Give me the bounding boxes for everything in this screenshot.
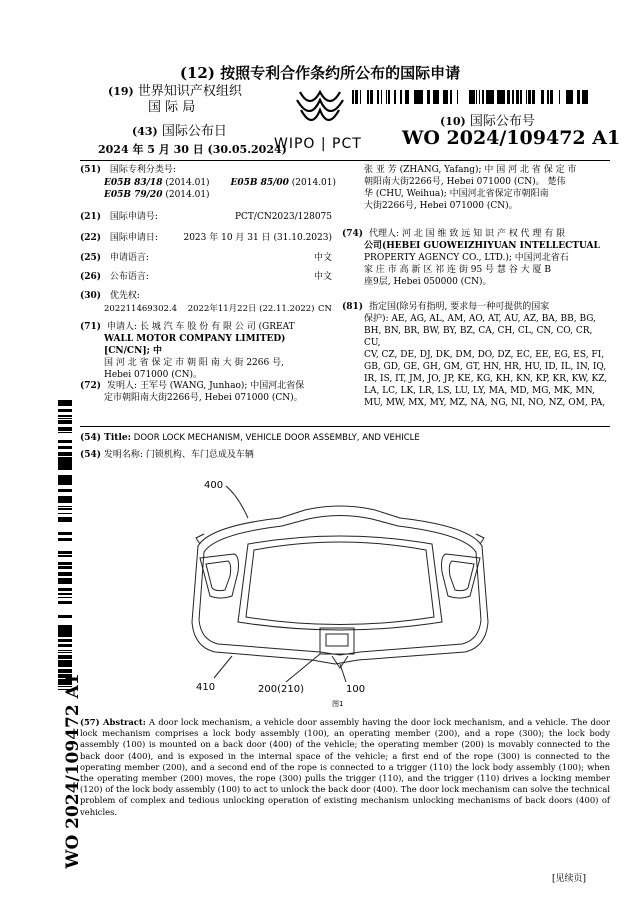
barcode-bar [405, 90, 407, 104]
barcode-bar [58, 580, 72, 581]
barcode-bar [58, 411, 72, 412]
title-en [80, 432, 610, 444]
field-72-code: (72) [80, 381, 102, 391]
barcode-bar [58, 578, 72, 580]
barcode-bar [58, 500, 72, 503]
org-block [108, 84, 258, 116]
priority-date: 2022年11月22日 (22.11.2022) [187, 304, 315, 314]
designated-line-4: CV, CZ, DE, DJ, DK, DM, DO, DZ, EC, EE, EG, ES, FI, [364, 350, 605, 360]
barcode-bar [486, 90, 487, 104]
barcode-bar [58, 418, 72, 419]
barcode-bar [482, 90, 484, 104]
barcode-bar [58, 409, 72, 411]
barcode-bar [473, 90, 475, 104]
barcode-bar [58, 420, 72, 423]
barcode-bar [497, 90, 499, 104]
field-51 [80, 164, 340, 176]
agent-line-1: 代理人: 河 北 国 维 致 远 知 识 产 权 代 理 有 限 [369, 229, 566, 239]
barcode-bar [58, 551, 72, 554]
field-22-value: 2023 年 10 月 31 日 (31.10.2023) [183, 233, 332, 243]
barcode-bar [551, 90, 553, 104]
field-26 [80, 271, 332, 283]
barcode-bar [415, 90, 418, 104]
applicant-line-4: Hebei 071000 (CN)。 [104, 370, 203, 380]
barcode-bar [533, 90, 534, 104]
figure-label-410: 410 [196, 682, 216, 693]
barcode-bar [447, 90, 448, 104]
inventor-line-1: 发明人: 王军号 (WANG, Junhao); 中国河北省保 [107, 381, 305, 391]
barcode-bar [433, 90, 434, 104]
barcode-bar [58, 498, 72, 500]
barcode-bar [58, 466, 72, 467]
field-21-code: (21) [80, 212, 102, 222]
field-71-code: (71) [80, 322, 102, 332]
barcode-bar [394, 90, 396, 104]
biblio-divider [80, 426, 610, 427]
barcode-bar [585, 90, 587, 104]
field-51-line1 [104, 177, 344, 189]
barcode-bar [367, 90, 369, 104]
field-30 [80, 290, 332, 302]
ipc-1-date: (2014.01) [162, 178, 210, 188]
field-30-label: 优先权: [109, 291, 140, 301]
top-barcode [352, 90, 588, 104]
barcode-bar [457, 90, 458, 104]
barcode-bar [438, 90, 439, 104]
figure-caption: 图1 [332, 700, 344, 708]
barcode-bar [582, 90, 585, 104]
barcode-bar [58, 627, 72, 628]
title-en-code: (54) Title: [80, 433, 131, 443]
barcode-bar [58, 532, 72, 533]
barcode-bar [58, 489, 72, 492]
org-code: (19) [108, 85, 134, 98]
barcode-bar [400, 90, 402, 104]
barcode-bar [58, 400, 72, 402]
ipc-3: E05B 79/20 [104, 190, 163, 200]
field-25-label: 申请语言: [109, 253, 149, 263]
field-26-label: 公布语言: [109, 272, 149, 282]
barcode-bar [58, 590, 72, 591]
inventor-cont-line-2: 朝阳南大街2266号, Hebei 071000 (CN)。 楚伟 [364, 177, 566, 187]
field-21-value: PCT/CN2023/128075 [234, 212, 332, 222]
inventor-cont-line-4: 大街2266号, Hebei 071000 (CN)。 [364, 201, 518, 211]
field-74 [342, 228, 610, 288]
barcode-bar [58, 521, 72, 522]
barcode-bar [532, 90, 533, 104]
ipc-2-date: (2014.01) [288, 178, 337, 188]
barcode-bar [58, 519, 72, 520]
barcode-bar [572, 90, 573, 104]
org-name-line [108, 84, 258, 100]
agent-line-5: 座9层, Hebei 050000 (CN)。 [364, 277, 492, 287]
barcode-bar [360, 90, 361, 104]
barcode-bar [421, 90, 423, 104]
barcode-bar [58, 415, 72, 417]
barcode-bar [386, 90, 387, 104]
field-22-code: (22) [80, 233, 102, 243]
barcode-bar [418, 90, 421, 104]
priority-country: CN [318, 304, 332, 314]
inventor-cont-line-1: 张 亚 芳 (ZHANG, Yafang); 中 国 河 北 省 保 定 市 [364, 165, 577, 175]
field-22-label: 国际申请日: [109, 233, 158, 243]
barcode-bar [58, 564, 72, 565]
barcode-bar [58, 630, 72, 631]
applicant-line-2: WALL MOTOR COMPANY LIMITED) [CN/CN]; 中 [104, 334, 286, 356]
barcode-bar [414, 90, 415, 104]
inventor-line-2: 定市朝阳南大街2266号, Hebei 071000 (CN)。 [104, 393, 303, 403]
barcode-bar [58, 427, 72, 429]
barcode-bar [550, 90, 551, 104]
designated-line-6: IR, IS, IT, JM, JO, JP, KE, KG, KH, KN, KP, KR, KW, KZ, [364, 374, 608, 384]
barcode-bar [58, 478, 72, 480]
ipc-3-date: (2014.01) [162, 190, 210, 200]
pubdate-block [132, 124, 272, 140]
barcode-bar [58, 506, 72, 507]
barcode-bar [58, 452, 72, 454]
priority-no: 202211469302.4 [104, 304, 178, 314]
barcode-bar [58, 593, 72, 595]
figure-label-200: 200(210) [258, 684, 304, 695]
document-main-title: (12) 按照专利合作条约所公布的国际申请 [179, 64, 461, 82]
barcode-bar [377, 90, 379, 104]
org-sub: 国 际 局 [148, 100, 196, 115]
barcode-bar [58, 555, 72, 557]
barcode-bar [58, 458, 72, 461]
pubno-value: WO 2024/109472 A1 [402, 127, 621, 149]
continued-note: [见续页] [552, 874, 587, 884]
barcode-bar [58, 575, 72, 576]
barcode-bar [469, 90, 470, 104]
designated-line-8: MU, MW, MX, MY, MZ, NA, NG, NI, NO, NZ, OM, PA, [364, 398, 606, 408]
barcode-bar [587, 90, 588, 104]
barcode-bar [434, 90, 436, 104]
barcode-bar [436, 90, 438, 104]
figure-label-400: 400 [204, 480, 224, 491]
abstract-label: (57) Abstract: [80, 717, 146, 727]
pubdate-label: 国际公布日 [161, 124, 227, 139]
barcode-bar [566, 90, 568, 104]
barcode-bar [58, 634, 72, 637]
barcode-bar [512, 90, 514, 104]
pubdate-code: (43) [132, 125, 158, 138]
field-71 [80, 321, 332, 381]
wipo-logo-text: WIPO | PCT [274, 136, 362, 152]
title-zh-code: (54) [80, 450, 102, 460]
barcode-bar [58, 520, 72, 521]
barcode-bar [58, 566, 72, 569]
field-26-value: 中文 [313, 272, 332, 282]
header-divider [80, 160, 610, 161]
barcode-bar [58, 461, 72, 464]
barcode-bar [578, 90, 580, 104]
field-26-code: (26) [80, 272, 102, 282]
agent-line-4: 家 庄 市 高 新 区 祁 连 街 95 号 慧 谷 大 厦 B [364, 265, 551, 275]
barcode-bar [58, 464, 72, 466]
field-21-label: 国际申请号: [109, 212, 158, 222]
pubdate-value: 2024 年 5 月 30 日 (30.05.2024) [98, 143, 287, 156]
barcode-bar [58, 402, 72, 405]
barcode-bar [526, 90, 527, 104]
barcode-bar [569, 90, 572, 104]
barcode-bar [352, 90, 354, 104]
field-51-code: (51) [80, 165, 102, 175]
barcode-bar [443, 90, 445, 104]
barcode-bar [58, 448, 72, 449]
barcode-bar [427, 90, 429, 104]
field-25-code: (25) [80, 253, 102, 263]
barcode-bar [58, 533, 72, 534]
pubno-code: (10) [440, 115, 466, 128]
barcode-bar [58, 432, 72, 433]
barcode-bar [472, 90, 473, 104]
designated-line-5: GB, GD, GE, GH, GM, GT, HN, HR, HU, ID, IL, IN, IQ, [364, 362, 607, 372]
field-51-label: 国际专利分类号: [109, 165, 176, 175]
barcode-bar [58, 484, 72, 485]
field-51-line2 [104, 189, 344, 201]
barcode-bar [445, 90, 447, 104]
barcode-bar [577, 90, 578, 104]
barcode-bar [58, 467, 72, 469]
pubno-label: 国际公布号 [469, 114, 535, 129]
barcode-bar [58, 632, 72, 634]
barcode-bar [389, 90, 390, 104]
barcode-bar [58, 615, 72, 618]
barcode-bar [501, 90, 503, 104]
barcode-bar [58, 574, 72, 575]
barcode-bar [534, 90, 535, 104]
applicant-line-1: 申请人: 长 城 汽 车 股 份 有 限 公 司 (GREAT [107, 322, 295, 332]
barcode-bar [58, 601, 72, 604]
barcode-bar [58, 457, 72, 458]
barcode-bar [58, 469, 72, 470]
barcode-bar [489, 90, 492, 104]
barcode-bar [58, 508, 72, 510]
barcode-bar [476, 90, 477, 104]
barcode-bar [58, 625, 72, 627]
barcode-bar [58, 572, 72, 574]
barcode-bar [370, 90, 373, 104]
barcode-bar [58, 480, 72, 483]
barcode-bar [58, 538, 72, 541]
barcode-bar [58, 534, 72, 535]
barcode-bar [58, 446, 72, 448]
barcode-bar [58, 628, 72, 630]
figure-label-100: 100 [346, 684, 366, 695]
barcode-bar [507, 90, 510, 104]
barcode-bar [450, 90, 452, 104]
title-zh-text: 发明名称: 门锁机构、车门总成及车辆 [103, 450, 254, 460]
abstract [80, 717, 610, 818]
barcode-bar [58, 597, 72, 598]
barcode-bar [58, 496, 72, 498]
field-30-entry [104, 303, 332, 315]
field-22 [80, 232, 332, 244]
barcode-bar [58, 475, 72, 478]
barcode-bar [58, 429, 72, 431]
barcode-bar [470, 90, 472, 104]
barcode-bar [58, 562, 72, 564]
field-74-code: (74) [342, 229, 364, 239]
barcode-bar [528, 90, 531, 104]
barcode-bar [58, 631, 72, 632]
ipc-2: E05B 85/00 [230, 178, 289, 188]
barcode-bar [58, 405, 72, 406]
designated-line-2: 保护): AE, AG, AL, AM, AO, AT, AU, AZ, BA, BB, BG, [364, 314, 596, 324]
org-name: 世界知识产权组织 [137, 84, 242, 99]
barcode-bar [58, 423, 72, 424]
barcode-bar [479, 90, 480, 104]
inventor-cont-line-3: 华 (CHU, Weihua); 中国河北省保定市朝阳南 [364, 189, 549, 199]
barcode-bar [487, 90, 489, 104]
field-81 [342, 301, 610, 409]
barcode-bar [58, 513, 72, 514]
designated-line-3: BH, BN, BR, BW, BY, BZ, CA, CH, CL, CN, CO, CR, CU, [364, 326, 593, 348]
field-81-code: (81) [342, 302, 364, 312]
applicant-line-3: 国 河 北 省 保 定 市 朝 阳 南 大 街 2266 号, [104, 358, 284, 368]
title-en-text: DOOR LOCK MECHANISM, VEHICLE DOOR ASSEMBLY, AND VEHICLE [133, 433, 420, 443]
barcode-bar [520, 90, 522, 104]
field-72 [80, 380, 332, 404]
agent-line-3: PROPERTY AGENCY CO., LTD.); 中国河北省石 [364, 253, 569, 263]
barcode-bar [547, 90, 549, 104]
barcode-bar [58, 588, 72, 590]
barcode-bar [407, 90, 409, 104]
barcode-bar [58, 517, 72, 519]
barcode-bar [58, 581, 72, 584]
inventor-continued [364, 164, 610, 212]
abstract-text: A door lock mechanism, a vehicle door assembly having the door lock mechanism, and a vehicle. The door lock mechanism comprises a lock body assembly (100), an operating member (200), and a rope (300); the lock body assembly (100) is mounted on a back door (400) of the vehicle; the operating member (200) is movably connected to the back door (400), and is exposed in the internal space of the vehicle; a first end of the rope (300) is connected to the operating member (200), and a second end of the rope is connected to a trigger (110) the lock body assembly (100); when the operating member (200) moves, the rope (300) pulls the trigger (110), and the trigger (110) drives a locking member (120) of the lock body assembly (100) to act to unlock the back door (400). The door lock mechanism can solve the technical problem of complex and tedious unlocking operation of existing mechanism unlocking mechanisms of back doors (400) of vehicles. [80, 717, 610, 817]
figure-1 [170, 472, 510, 712]
barcode-bar [429, 90, 430, 104]
barcode-bar [568, 90, 569, 104]
designated-line-1: 指定国(除另有指明, 要求每一种可提供的国家 [369, 302, 550, 312]
barcode-bar [499, 90, 501, 104]
title-zh [80, 449, 610, 461]
field-25-value: 中文 [313, 253, 332, 263]
barcode-bar [58, 454, 72, 456]
tailgate-drawing-icon [170, 472, 510, 712]
field-25 [80, 252, 332, 264]
barcode-bar [559, 90, 560, 104]
barcode-bar [492, 90, 494, 104]
barcode-bar [503, 90, 505, 104]
barcode-bar [388, 90, 389, 104]
barcode-bar [355, 90, 357, 104]
barcode-bar [516, 90, 519, 104]
barcode-bar [58, 440, 72, 443]
barcode-bar [381, 90, 382, 104]
barcode-bar [58, 483, 72, 484]
side-publication-number: WO 2024/109472 A1 [63, 673, 83, 869]
barcode-bar [541, 90, 544, 104]
ipc-1: E05B 83/18 [104, 178, 163, 188]
designated-line-7: LA, LC, LK, LR, LS, LU, LY, MA, MD, MG, MK, MN, [364, 386, 595, 396]
agent-line-2: 公司(HEBEI GUOWEIZHIYUAN INTELLECTUAL [364, 241, 600, 251]
barcode-bar [357, 90, 358, 104]
field-30-code: (30) [80, 291, 102, 301]
field-21 [80, 211, 332, 223]
